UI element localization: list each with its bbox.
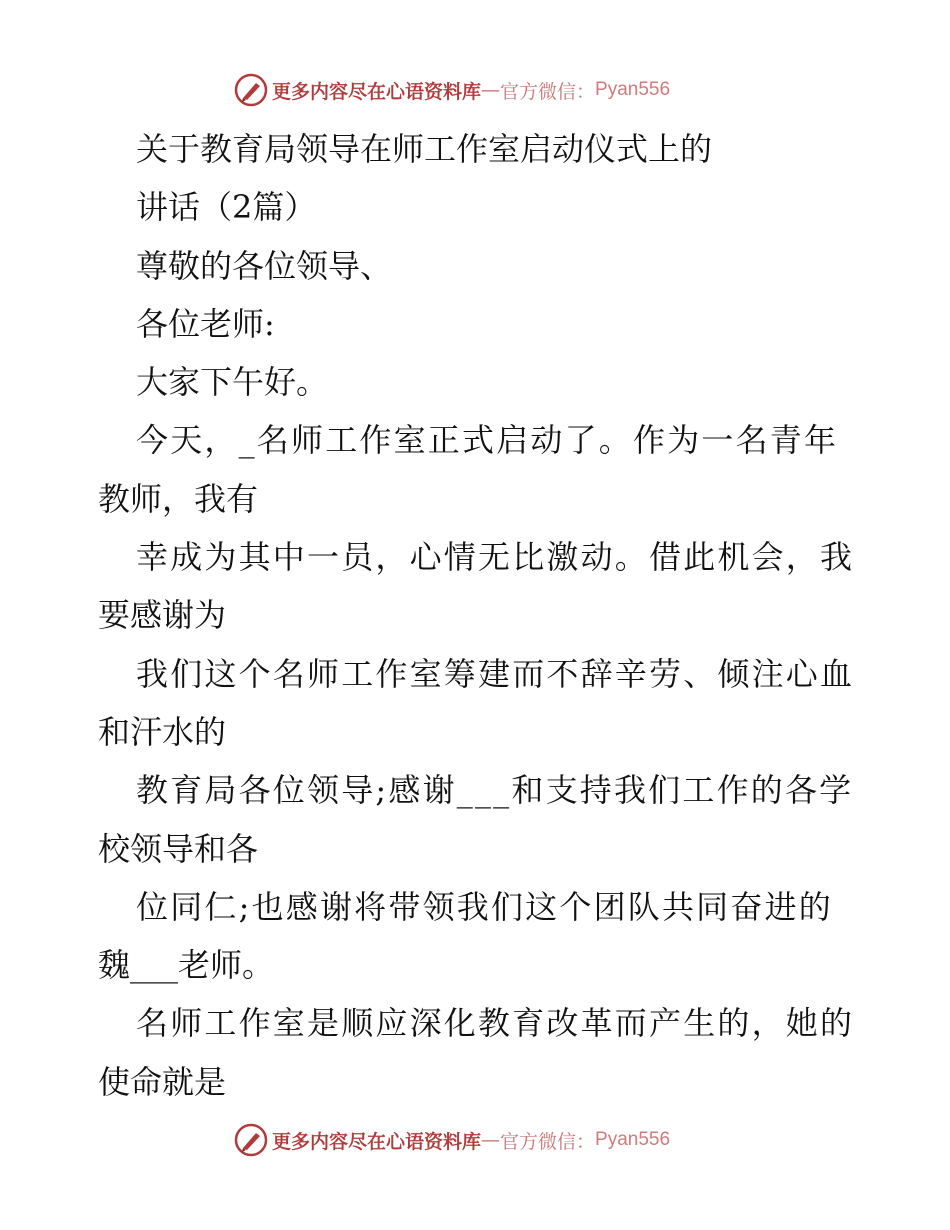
doc-text-line: 魏___老师。 [98, 946, 275, 985]
doc-title-line: 关于教育局领导在师工作室启动仪式上的 [136, 130, 713, 168]
banner-wechat-label: 官方微信： [500, 1130, 596, 1153]
doc-text-line: 要感谢为 [98, 596, 227, 635]
doc-text-line: 各位老师: [136, 304, 275, 343]
doc-text-line: 大家下午好。 [136, 363, 329, 402]
doc-text-line: 教师，我有 [98, 479, 259, 518]
doc-text-line: 位同仁;也感谢将带领我们这个团队共同奋进的 [136, 887, 833, 926]
doc-text-line: 和汗水的 [98, 712, 227, 751]
doc-text-line: 今天，_名师工作室正式启动了。作为一名青年 [136, 421, 839, 460]
doc-text-line: 名师工作室是顺应深化教育改革而产生的，她的 [136, 1004, 855, 1043]
document-body [98, 120, 858, 1111]
banner-wechat-label: 官方微信： [500, 80, 596, 103]
doc-title-line: 讲话（2篇） [136, 188, 317, 227]
banner-wechat-id: Pyan556 [595, 79, 671, 100]
banner-wechat-id: Pyan556 [595, 1129, 671, 1150]
doc-text-line: 尊敬的各位领导、 [136, 246, 393, 285]
header-banner [234, 72, 714, 108]
banner-text: 更多内容尽在心语资料库 [272, 1130, 482, 1153]
banner-text: 更多内容尽在心语资料库 [272, 80, 482, 103]
pen-logo-icon [234, 1123, 268, 1157]
footer-banner [234, 1122, 714, 1158]
banner-separator: — [481, 1129, 501, 1151]
doc-text-line: 我们这个名师工作室筹建而不辞辛劳、倾注心血 [136, 654, 855, 693]
doc-text-line: 教育局各位领导;感谢___和支持我们工作的各学 [136, 771, 854, 810]
doc-text-line: 使命就是 [98, 1062, 227, 1101]
pen-logo-icon [234, 73, 268, 107]
banner-separator: — [481, 79, 501, 101]
doc-text-line: 幸成为其中一员，心情无比激动。借此机会，我 [136, 538, 855, 577]
doc-text-line: 校领导和各 [98, 829, 259, 868]
